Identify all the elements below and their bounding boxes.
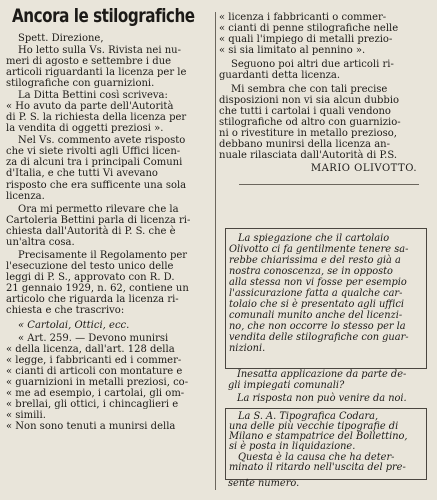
notice-line: sente numero. xyxy=(228,478,300,489)
notice-line: una delle più vecchie tipografie di xyxy=(229,421,399,432)
text-line: licenza. xyxy=(6,191,45,202)
notice-line: La S. A. Tipografica Codara, xyxy=(238,411,379,422)
text-line: « brellai, gli ottici, i chincaglieri e xyxy=(6,399,179,410)
note-line: La risposta non può venire da noi. xyxy=(237,393,407,404)
text-line: Nel Vs. commento avete risposto xyxy=(18,135,186,146)
text-line: Ho letto sulla Vs. Rivista nei nu- xyxy=(18,45,181,56)
text-line: « Non sono tenuti a munirsi della xyxy=(6,421,176,432)
text-line: Seguono poi altri due articoli ri- xyxy=(231,59,394,70)
text-line: La Ditta Bettini così scriveva: xyxy=(18,90,168,101)
text-line: « me ad esempio, i cartolai, gli om- xyxy=(6,388,185,399)
note-line: La spiegazione che il cartolaio xyxy=(238,233,390,244)
text-line: d'Italia, e che tutti Vi avevano xyxy=(6,168,158,179)
text-line: debbano munirsi della licenza an- xyxy=(219,139,390,150)
signature-rule xyxy=(239,184,419,185)
text-line: « cianti di articoli con montature e xyxy=(6,366,183,377)
text-line: nuale rilasciata dall'Autorità di P.S. xyxy=(219,150,398,161)
text-line: Cartoleria Bettini parla di licenza ri- xyxy=(6,215,191,226)
note-line: tolaio che si è presentato agli uffici xyxy=(229,299,404,310)
text-line: « della licenza, dall'art. 128 della xyxy=(6,344,175,355)
text-line: za di alcuni tra i principali Comuni xyxy=(6,157,183,168)
text-line: che vi siete rivolti agli Uffici licen- xyxy=(6,146,181,157)
text-line: « guarnizioni in metalli preziosi, co- xyxy=(6,377,189,388)
note-line: Olivotto ci fa gentilmente tenere sa- xyxy=(229,244,409,255)
text-line: « Art. 259. — Devono munirsi xyxy=(18,333,169,344)
text-line: l'esecuzione del testo unico delle xyxy=(6,261,174,272)
note-line: comunali munito anche del licenzi- xyxy=(229,310,403,321)
text-line: « legge, i fabbricanti ed i commer- xyxy=(6,355,182,366)
text-line: « si sia limitato al pennino ». xyxy=(219,45,366,56)
column-divider xyxy=(215,12,216,490)
note-line: gli impiegati comunali? xyxy=(228,380,345,391)
text-line: « Ho avuto da parte dell'Autorità xyxy=(6,101,174,112)
article-title: Ancora le stilografiche xyxy=(12,5,195,27)
text-line: di P. S. la richiesta della licenza per xyxy=(6,112,187,123)
text-line: « cianti di penne stilografiche nelle xyxy=(219,23,399,34)
text-line: « quali l'impiego di metalli prezio- xyxy=(219,34,393,45)
salutation: Spett. Direzione, xyxy=(18,33,104,44)
text-line: « simili. xyxy=(6,410,46,421)
note-line: alla stessa non vi fosse per esempio xyxy=(229,277,407,288)
text-line: ni o rivestiture in metallo prezioso, xyxy=(219,128,397,139)
text-line: articoli riguardanti la licenza per le xyxy=(6,67,187,78)
notice-line: si è posta in liquidazione. xyxy=(229,441,356,452)
notice-line: Questa è la causa che ha deter- xyxy=(238,452,395,463)
text-line: stilografiche od altro con guarnizio- xyxy=(219,117,401,128)
note-line: no, che non occorre lo stesso per la xyxy=(229,321,406,332)
notice-box xyxy=(225,408,427,480)
text-line: risposto che era sufficente una sola xyxy=(6,180,187,191)
note-line: nostra conoscenza, se in opposto xyxy=(229,266,393,277)
note-line: l'assicurazione fatta a qualche car- xyxy=(229,288,403,299)
editorial-note-box xyxy=(225,228,427,369)
text-line: un'altra cosa. xyxy=(6,237,75,248)
author-signature: MARIO OLIVOTTO. xyxy=(310,163,417,174)
note-line: rebbe chiarissima e del resto già a xyxy=(229,255,401,266)
notice-line: Milano e stampatrice del Bollettino, xyxy=(229,431,408,442)
notice-line: minato il ritardo nell'uscita del pre- xyxy=(229,462,406,473)
text-line: Ora mi permetto rilevare che la xyxy=(18,204,179,215)
text-line: disposizioni non vi sia alcun dubbio xyxy=(219,95,400,106)
text-line: che tutti i cartolai i quali vendono xyxy=(219,106,391,117)
note-line: Inesatta applicazione da parte de- xyxy=(237,369,407,380)
text-line: guardanti detta licenza. xyxy=(219,70,341,81)
text-line: meri di agosto e settembre i due xyxy=(6,56,172,67)
note-line: vendita delle stilografiche con guar- xyxy=(229,332,409,343)
text-line: 21 gennaio 1929, n. 62, contiene un xyxy=(6,283,189,294)
note-line: nizioni. xyxy=(229,343,266,354)
text-line: la vendita di oggetti preziosi ». xyxy=(6,123,164,134)
text-line: Mi sembra che con tali precise xyxy=(231,84,388,95)
text-line: chiesta e che trascrivo: xyxy=(6,305,125,316)
text-line: « Cartolai, Ottici, ecc. xyxy=(18,320,130,331)
text-line: leggi di P. S., approvato con R. D. xyxy=(6,272,175,283)
text-line: stilografiche con guarnizioni. xyxy=(6,78,155,89)
text-line: chiesta dall'Autorità di P. S. che è xyxy=(6,226,176,237)
text-line: Precisamente il Regolamento per xyxy=(18,250,188,261)
text-line: « licenza i fabbricanti o commer- xyxy=(219,12,387,23)
text-line: articolo che riguarda la licenza ri- xyxy=(6,294,179,305)
